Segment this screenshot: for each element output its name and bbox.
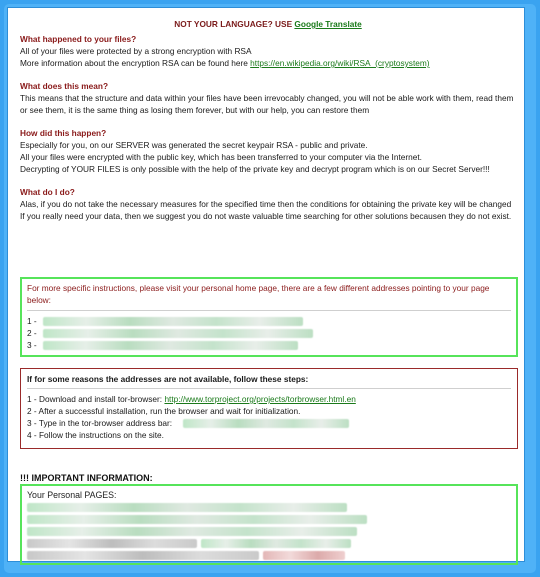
- personal-pages-label: Your Personal PAGES:: [27, 490, 117, 500]
- step-text: 1 - Download and install tor-browser:: [27, 394, 163, 404]
- page-row[interactable]: [27, 501, 511, 513]
- personal-addresses-box: [20, 277, 518, 357]
- rsa-info-line: [20, 57, 516, 69]
- step-text: 3 - Type in the tor-browser address bar:: [27, 418, 173, 428]
- page-row[interactable]: [27, 513, 511, 525]
- tor-step-3: [27, 417, 511, 429]
- tor-step-4: 4 - Follow the instructions on the site.: [27, 430, 164, 440]
- section-heading-how-did-this-happen: How did this happen?: [20, 128, 107, 138]
- page-row[interactable]: [27, 549, 511, 561]
- wikipedia-rsa-link[interactable]: https://en.wikipedia.org/wiki/RSA_(cryptosystem): [250, 58, 430, 68]
- tor-instructions-box: [20, 368, 518, 449]
- redacted-page-link: [27, 527, 357, 536]
- important-title: !!! IMPORTANT INFORMATION:: [20, 473, 153, 483]
- section-text: Decrypting of YOUR FILES is only possible with the help of the private key and decrypt program which is on our Secret Server!!!: [20, 164, 490, 174]
- address-row[interactable]: [27, 339, 511, 351]
- divider: [27, 310, 511, 311]
- section-text: More information about the encryption RSA can be found here: [20, 58, 248, 68]
- redacted-onion-address: [183, 419, 349, 428]
- address-row[interactable]: [27, 315, 511, 327]
- note-content: [20, 18, 516, 500]
- tor-heading: If for some reasons the addresses are not available, follow these steps:: [27, 374, 309, 384]
- personal-pages-box: [20, 484, 518, 565]
- banner-text: NOT YOUR LANGUAGE? USE: [174, 19, 293, 29]
- page-row[interactable]: [27, 537, 511, 549]
- section-text: Especially for you, on our SERVER was generated the secret keypair RSA - public and private.: [20, 140, 368, 150]
- address-row[interactable]: [27, 327, 511, 339]
- redacted-address: [43, 329, 313, 338]
- instructions-text: For more specific instructions, please visit your personal home page, there are a few different addresses pointing to your page below:: [27, 283, 490, 305]
- redacted-text: [27, 539, 197, 548]
- redacted-address: [43, 317, 303, 326]
- torproject-link[interactable]: http://www.torproject.org/projects/torbrowser.html.en: [164, 394, 356, 404]
- redacted-page-link: [201, 539, 351, 548]
- address-index: 1 -: [27, 316, 37, 326]
- ransom-note-page: [7, 7, 525, 562]
- section-text: All your files were encrypted with the public key, which has been transferred to your computer via the Internet.: [20, 152, 422, 162]
- section-heading-what-do-i-do: What do I do?: [20, 187, 75, 197]
- redacted-address: [43, 341, 298, 350]
- divider: [27, 388, 511, 389]
- tor-step-2: 2 - After a successful installation, run the browser and wait for initialization.: [27, 406, 301, 416]
- redacted-text: [27, 551, 259, 560]
- section-heading-what-happened: What happened to your files?: [20, 34, 137, 44]
- section-heading-what-does-this-mean: What does this mean?: [20, 81, 109, 91]
- language-banner: [20, 18, 516, 31]
- redacted-page-link: [27, 503, 347, 512]
- section-text: This means that the structure and data within your files have been irrevocably changed, you will not be able work with them, read them or see them, it is the same thing as losing them forever, but with our help, you can restore them: [20, 93, 514, 115]
- section-text: All of your files were protected by a strong encryption with RSA: [20, 46, 252, 56]
- redacted-code: [263, 551, 345, 560]
- redacted-page-link: [27, 515, 367, 524]
- address-index: 2 -: [27, 328, 37, 338]
- section-text: If you really need your data, then we suggest you do not waste valuable time searching for other solutions becausen they do not exist.: [20, 211, 512, 221]
- page-row[interactable]: [27, 525, 511, 537]
- address-index: 3 -: [27, 340, 37, 350]
- tor-step-1: [27, 393, 511, 405]
- section-text: Alas, if you do not take the necessary measures for the specified time then the conditions for obtaining the private key will be changed: [20, 199, 512, 209]
- google-translate-link[interactable]: Google Translate: [294, 19, 362, 29]
